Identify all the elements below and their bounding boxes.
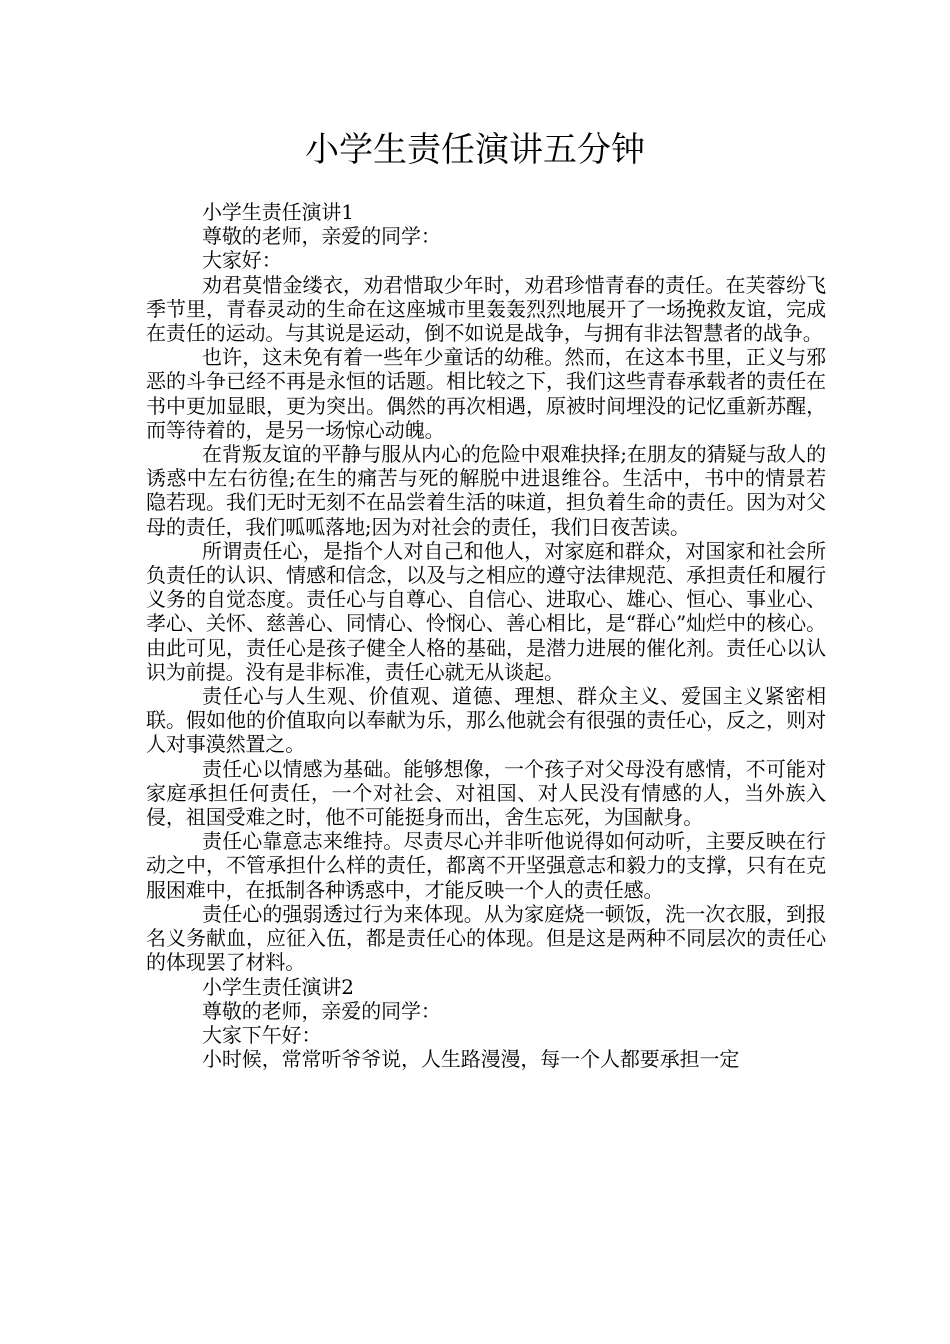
heading-speech-2: 小学生责任演讲2 [202, 974, 354, 999]
body-paragraph: 责任心靠意志来维持。尽责尽心并非听他说得如何动听，主要反映在行动之中，不管承担什么样的责任，都离不开坚强意志和毅力的支撑，只有在克服困难中，在抵制各种诱惑中，才能反映一个人的责任感。 [146, 829, 826, 902]
body-paragraph: 所谓责任心，是指个人对自己和他人，对家庭和群众，对国家和社会所负责任的认识、情感和信念，以及与之相应的遵守法律规范、承担责任和履行义务的自觉态度。责任心与自尊心、自信心、进取心、雄心、恒心、事业心、孝心、关怀、慈善心、同情心、怜悯心、善心相比，是“群心”灿烂中的核心。由此可见，责任心是孩子健全人格的基础，是潜力进展的催化剂。责任心以认识为前提。没有是非标准，责任心就无从谈起。 [146, 538, 826, 684]
salutation: 尊敬的老师，亲爱的同学： [202, 998, 441, 1023]
salutation: 尊敬的老师，亲爱的同学： [202, 224, 441, 249]
body-paragraph: 也许，这未免有着一些年少童话的幼稚。然而，在这本书里，正义与邪恶的斗争已经不再是永恒的话题。相比较之下，我们这些青春承载者的责任在书中更加显眼，更为突出。偶然的再次相遇，原被时间埋没的记忆重新苏醒，而等待着的，是另一场惊心动魄。 [146, 345, 826, 442]
document-title: 小学生责任演讲五分钟 [305, 130, 645, 170]
body-paragraph: 在背叛友谊的平静与服从内心的危险中艰难抉择;在朋友的猜疑与敌人的诱惑中左右彷徨;在生的痛苦与死的解脱中进退维谷。生活中，书中的情景若隐若现。我们无时无刻不在品尝着生活的味道，担负着生命的责任。因为对父母的责任，我们呱呱落地;因为对社会的责任，我们日夜苦读。 [146, 442, 826, 539]
body-paragraph: 责任心以情感为基础。能够想像，一个孩子对父母没有感情，不可能对家庭承担任何责任，一个对社会、对祖国、对人民没有情感的人，当外族入侵，祖国受难之时，他不可能挺身而出，舍生忘死，为国献身。 [146, 756, 826, 830]
body-paragraph: 责任心的强弱透过行为来体现。从为家庭烧一顿饭，洗一次衣服，到报名义务献血，应征入伍，都是责任心的体现。但是这是两种不同层次的责任心的体现罢了材料。 [146, 901, 826, 975]
greeting: 大家好： [202, 248, 282, 273]
body-paragraph: 小时候，常常听爷爷说，人生路漫漫，每一个人都要承担一定 [202, 1047, 740, 1072]
heading-speech-1: 小学生责任演讲1 [202, 200, 354, 224]
body-paragraph: 责任心与人生观、价值观、道德、理想、群众主义、爱国主义紧密相联。假如他的价值取向以奉献为乐，那么他就会有很强的责任心，反之，则对人对事漠然置之。 [146, 684, 826, 757]
greeting: 大家下午好： [202, 1022, 322, 1047]
document-body [146, 200, 826, 1071]
body-paragraph: 劝君莫惜金缕衣，劝君惜取少年时，劝君珍惜青春的责任。在芙蓉纷飞季节里，青春灵动的生命在这座城市里轰轰烈烈地展开了一场挽救友谊，完成在责任的运动。与其说是运动，倒不如说是战争，与拥有非法智慧者的战争。 [146, 272, 826, 346]
